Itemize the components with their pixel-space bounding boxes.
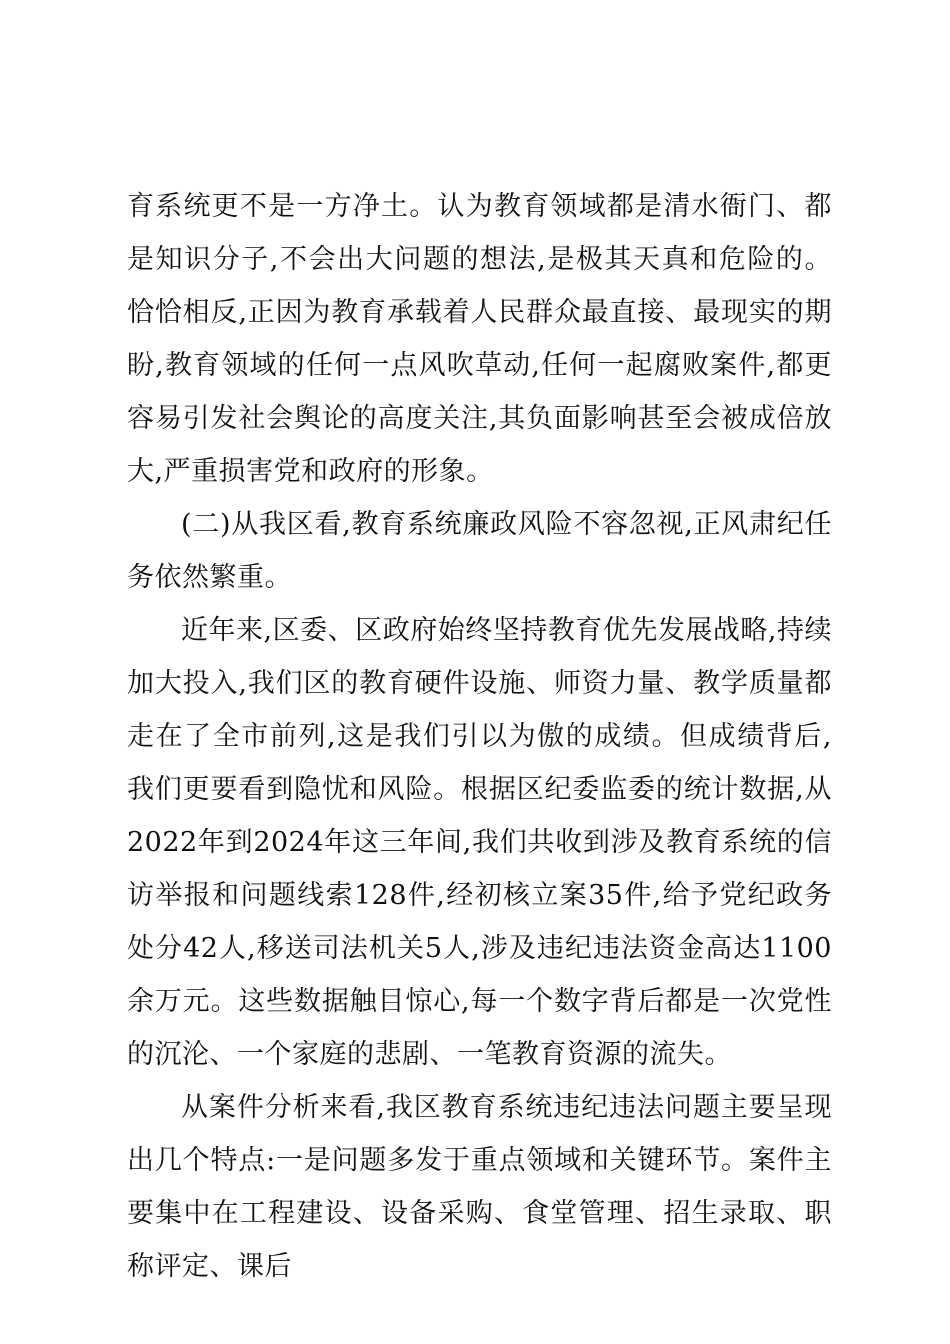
paragraph-case-analysis: 从案件分析来看,我区教育系统违纪违法问题主要呈现出几个特点:一是问题多发于重点领域和关键环节。案件主要集中在工程建设、设备采购、食堂管理、招生录取、职称评定、课后 <box>127 1092 832 1282</box>
paragraph-statistics: 近年来,区委、区政府始终坚持教育优先发展战略,持续加大投入,我们区的教育硬件设施、师资力量、教学质量都走在了全市前列,这是我们引以为傲的成绩。但成绩背后,我们更要看到隐忧和风险。根据区纪委监委的统计数据,从2022年到2024年这三年间,我们共收到涉及教育系统的信访举报和问题线索128件,经初核立案35件,给予党纪政务处分42人,移送司法机关5人,涉及违纪违法资金高达1100余万元。这些数据触目惊心,每一个数字背后都是一次党性的沉沦、一个家庭的悲剧、一笔教育资源的流失。 <box>127 615 832 1070</box>
document-body <box>127 180 832 1293</box>
paragraph-continuation: 育系统更不是一方净土。认为教育领域都是清水衙门、都是知识分子,不会出大问题的想法,是极其天真和危险的。恰恰相反,正因为教育承载着人民群众最直接、最现实的期盼,教育领域的任何一点风吹草动,任何一起腐败案件,都更容易引发社会舆论的高度关注,其负面影响甚至会被成倍放大,严重损害党和政府的形象。 <box>127 191 832 487</box>
section-heading: (二)从我区看,教育系统廉政风险不容忽视,正风肃纪任务依然繁重。 <box>127 509 832 593</box>
